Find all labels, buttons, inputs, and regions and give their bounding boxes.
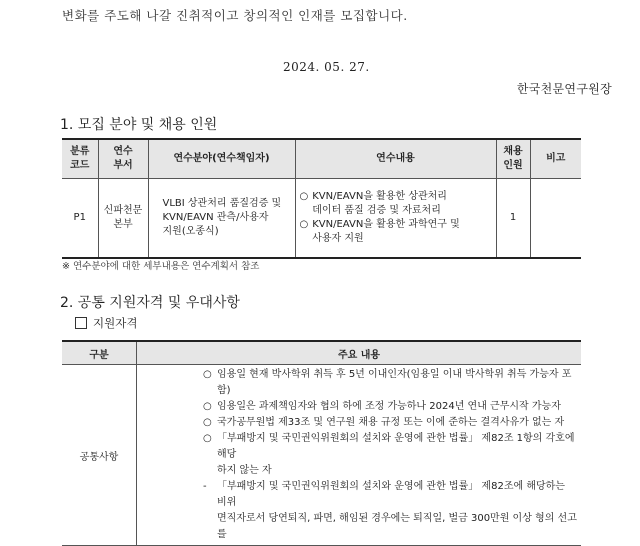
content-text: KVN/EAVN을 활용한 과학연구 및 사용자 지원 — [312, 219, 460, 244]
header-dept: 연수 부서 — [98, 139, 148, 179]
content-text: KVN/EAVN을 활용한 상관처리 데이터 품질 검증 및 자료처리 — [312, 191, 447, 216]
recruitment-table — [62, 138, 581, 259]
notice-date: 2024. 05. 27. — [283, 60, 370, 74]
bullet-marker: ○ — [299, 191, 309, 202]
item-text: 국가공무원법 제33조 및 연구원 채용 규정 또는 이에 준하는 결격사유가 없는 자 — [217, 417, 565, 428]
bullet-marker: ○ — [299, 219, 309, 230]
bullet-marker: ○ — [203, 369, 212, 380]
content-item — [300, 190, 492, 218]
cell-field: VLBI 상관처리 품질검증 및 KVN/EAVN 관측/사용자 지원(오종식) — [148, 179, 295, 259]
cell-count: 1 — [496, 179, 530, 259]
bullet-marker: ○ — [203, 401, 212, 412]
subsection-label: 지원자격 — [93, 316, 138, 330]
cell-category: 공통사항 — [62, 365, 137, 546]
bullet-marker: - — [203, 481, 207, 492]
content-item — [300, 218, 492, 246]
header-remark: 비고 — [530, 139, 581, 179]
header-field: 연수분야(연수책임자) — [148, 139, 295, 179]
item-text: 「부패방지 및 국민권익위원회의 설치와 운영에 관한 법률」 제82조에 해당하는 비위 면직자로서 당연퇴직, 파면, 해임된 경우에는 퇴직일, 벌금 300만원 이상 형의 선고를 — [217, 481, 577, 540]
list-item — [203, 479, 577, 543]
item-text: 「부패방지 및 국민권익위원회의 설치와 운영에 관한 법률」 제82조 1항의 각호에 해당 하지 않는 자 — [217, 433, 575, 476]
list-item — [203, 367, 577, 399]
cell-content — [295, 179, 496, 259]
section2-title: 2. 공통 지원자격 및 우대사항 — [60, 295, 240, 311]
table-note: ※ 연수분야에 대한 세부내용은 연수계획서 참조 — [62, 261, 260, 272]
qualification-table — [62, 340, 581, 546]
list-item — [203, 415, 577, 431]
item-text: 임용일 현재 박사학위 취득 후 5년 이내인자(임용일 이내 박사학위 취득 가능자 포함) — [217, 369, 572, 396]
table-row — [62, 365, 581, 546]
cell-items — [137, 365, 582, 546]
bullet-marker: ○ — [203, 417, 212, 428]
header-main-content: 주요 내용 — [137, 341, 582, 365]
bullet-marker: ○ — [203, 433, 212, 444]
list-item — [203, 399, 577, 415]
header-code: 분류 코드 — [62, 139, 98, 179]
list-item — [203, 431, 577, 479]
section1-title: 1. 모집 분야 및 채용 인원 — [60, 117, 218, 133]
cell-code: P1 — [62, 179, 98, 259]
organization-name: 한국천문연구원장 — [516, 82, 612, 96]
header-content: 연수내용 — [295, 139, 496, 179]
subsection-heading — [75, 315, 137, 331]
table-row — [62, 179, 581, 259]
cell-remark — [530, 179, 581, 259]
header-category: 구분 — [62, 341, 137, 365]
checkbox-square-icon — [75, 317, 87, 329]
intro-text: 변화를 주도해 나갈 진취적이고 창의적인 인재를 모집합니다. — [62, 8, 408, 23]
cell-dept: 신파천문 본부 — [98, 179, 148, 259]
header-count: 채용 인원 — [496, 139, 530, 179]
item-text: 임용일은 과제책임자와 협의 하에 조정 가능하나 2024년 연내 근무시작 가능자 — [217, 401, 561, 412]
